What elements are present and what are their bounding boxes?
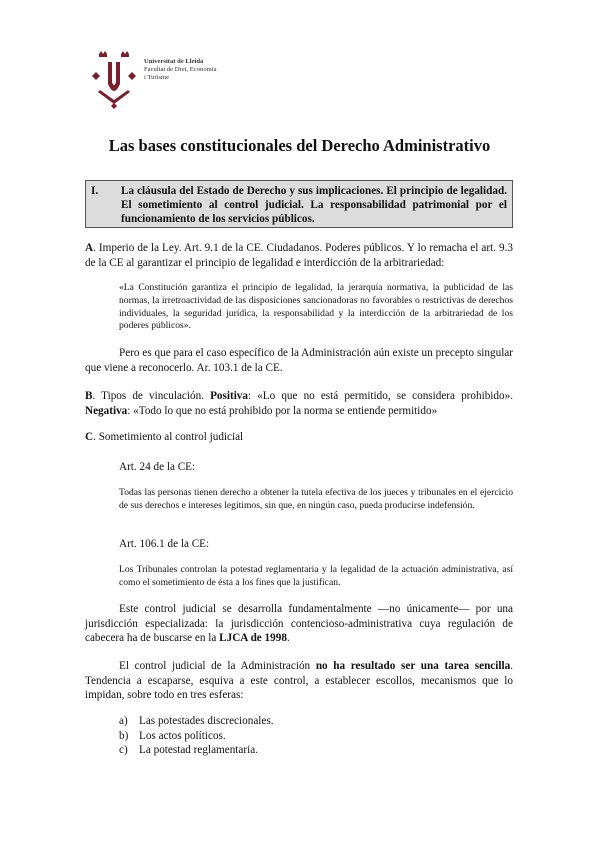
paragraph-a-label: A [85,242,94,254]
negativa-term: Negativa [85,404,128,417]
paragraph-a [85,241,513,270]
negativa-definition: : «Todo lo que no está prohibido por la norma se entiende permitido» [127,404,438,417]
list-item-text: La potestad reglamentaria. [139,744,258,756]
university-seal-icon [88,48,140,114]
paragraph-control-judicial-end: . [286,632,290,644]
paragraph-a-text: . Imperio de la Ley. Art. 9.1 de la CE. Ciudadanos. Poderes públicos. Y lo remacha el art. 9.3 de la CE al garantizar el principio de legalidad e interdicción de la arbitrariedad: [85,242,513,269]
paragraph-tarea-sencilla [85,659,513,703]
paragraph-c-text: . Sometimiento al control judicial [93,431,244,443]
list-item-text: Los actos políticos. [139,729,226,742]
ljca-reference: LJCA de 1998 [219,632,287,644]
list-item [119,729,274,744]
art-106-quote: Los Tribunales controlan la potestad reglamentaria y la legalidad de la actuación administrativa, así como el sometimiento de ésta a los fines que la justifican. [119,564,513,588]
paragraph-control-judicial [85,602,513,646]
paragraph-a-follow: Pero es que para el caso específico de la Administración aún existe un precepto singular que viene a reconocerlo. Ar. 103.1 de la CE. [85,347,513,374]
paragraph-tarea-sencilla-text: El control judicial de la Administración [119,660,316,672]
list-marker: a) [119,715,128,727]
art-24-quote: Todas las personas tienen derecho a obtener la tutela efectiva de los jueces y tribunales en el ejercicio de sus derechos e intereses legítimos, sin que, en ningún caso, pueda producirse indefensión. [119,487,513,511]
university-logo [88,48,248,114]
paragraph-b-text: . Tipos de vinculación. [92,390,211,402]
positiva-definition: : «Lo que no está permitido, se considera prohibido». [248,390,513,402]
list-item [119,743,274,758]
paragraph-control-judicial-text: Este control judicial se desarrolla fundamentalmente —no únicamente— por una jurisdicción especializada: la jurisdicción contencioso-administrativa cuya regulación de cabecera ha de buscarse en la [85,603,513,644]
paragraph-c-label: C [85,431,94,443]
paragraph-b [85,389,513,418]
spheres-list [119,714,274,758]
art-106-label: Art. 106.1 de la CE: [119,538,210,550]
positiva-term: Positiva [210,390,248,402]
logo-faculty-line-2: i Turisme [144,74,170,81]
section-number: I. [91,185,99,197]
document-title: Las bases constitucionales del Derecho Administrativo [108,136,491,155]
list-item [119,714,274,729]
list-item-text: Las potestades discrecionales. [139,715,274,727]
logo-university-name: Universitat de Lleida [144,58,204,65]
tarea-sencilla-emphasis: no ha resultado ser una tarea sencilla [315,660,511,672]
paragraph-tarea-sencilla-end: . Tendencia a escaparse, esquiva a este control, a establecer escollos, mecanismos que lo impidan, sobre todo en tres esferas: [85,660,513,701]
paragraph-c [85,430,513,445]
list-marker: b) [119,729,129,742]
section-heading: La cláusula del Estado de Derecho y sus implicaciones. El principio de legalidad. El sometimiento al control judicial. La responsabilidad patrimonial por el funcionamiento de los servicios públicos. [121,185,507,225]
paragraph-b-label: B [85,390,93,402]
logo-faculty-line: Facultat de Dret, Economia [144,66,217,73]
quote-article-9-3: «La Constitución garantiza el principio de legalidad, la jerarquía normativa, la publicidad de las normas, la irretroactividad de las disposiciones sancionadoras no favorables o restrictivas de derechos individuales, la seguridad jurídica, la responsabilidad y la interdicción de la arbitrariedad de los poderes públicos». [119,282,513,332]
art-24-label: Art. 24 de la CE: [119,461,196,473]
section-heading-box [85,180,513,228]
list-marker: c) [119,744,128,756]
